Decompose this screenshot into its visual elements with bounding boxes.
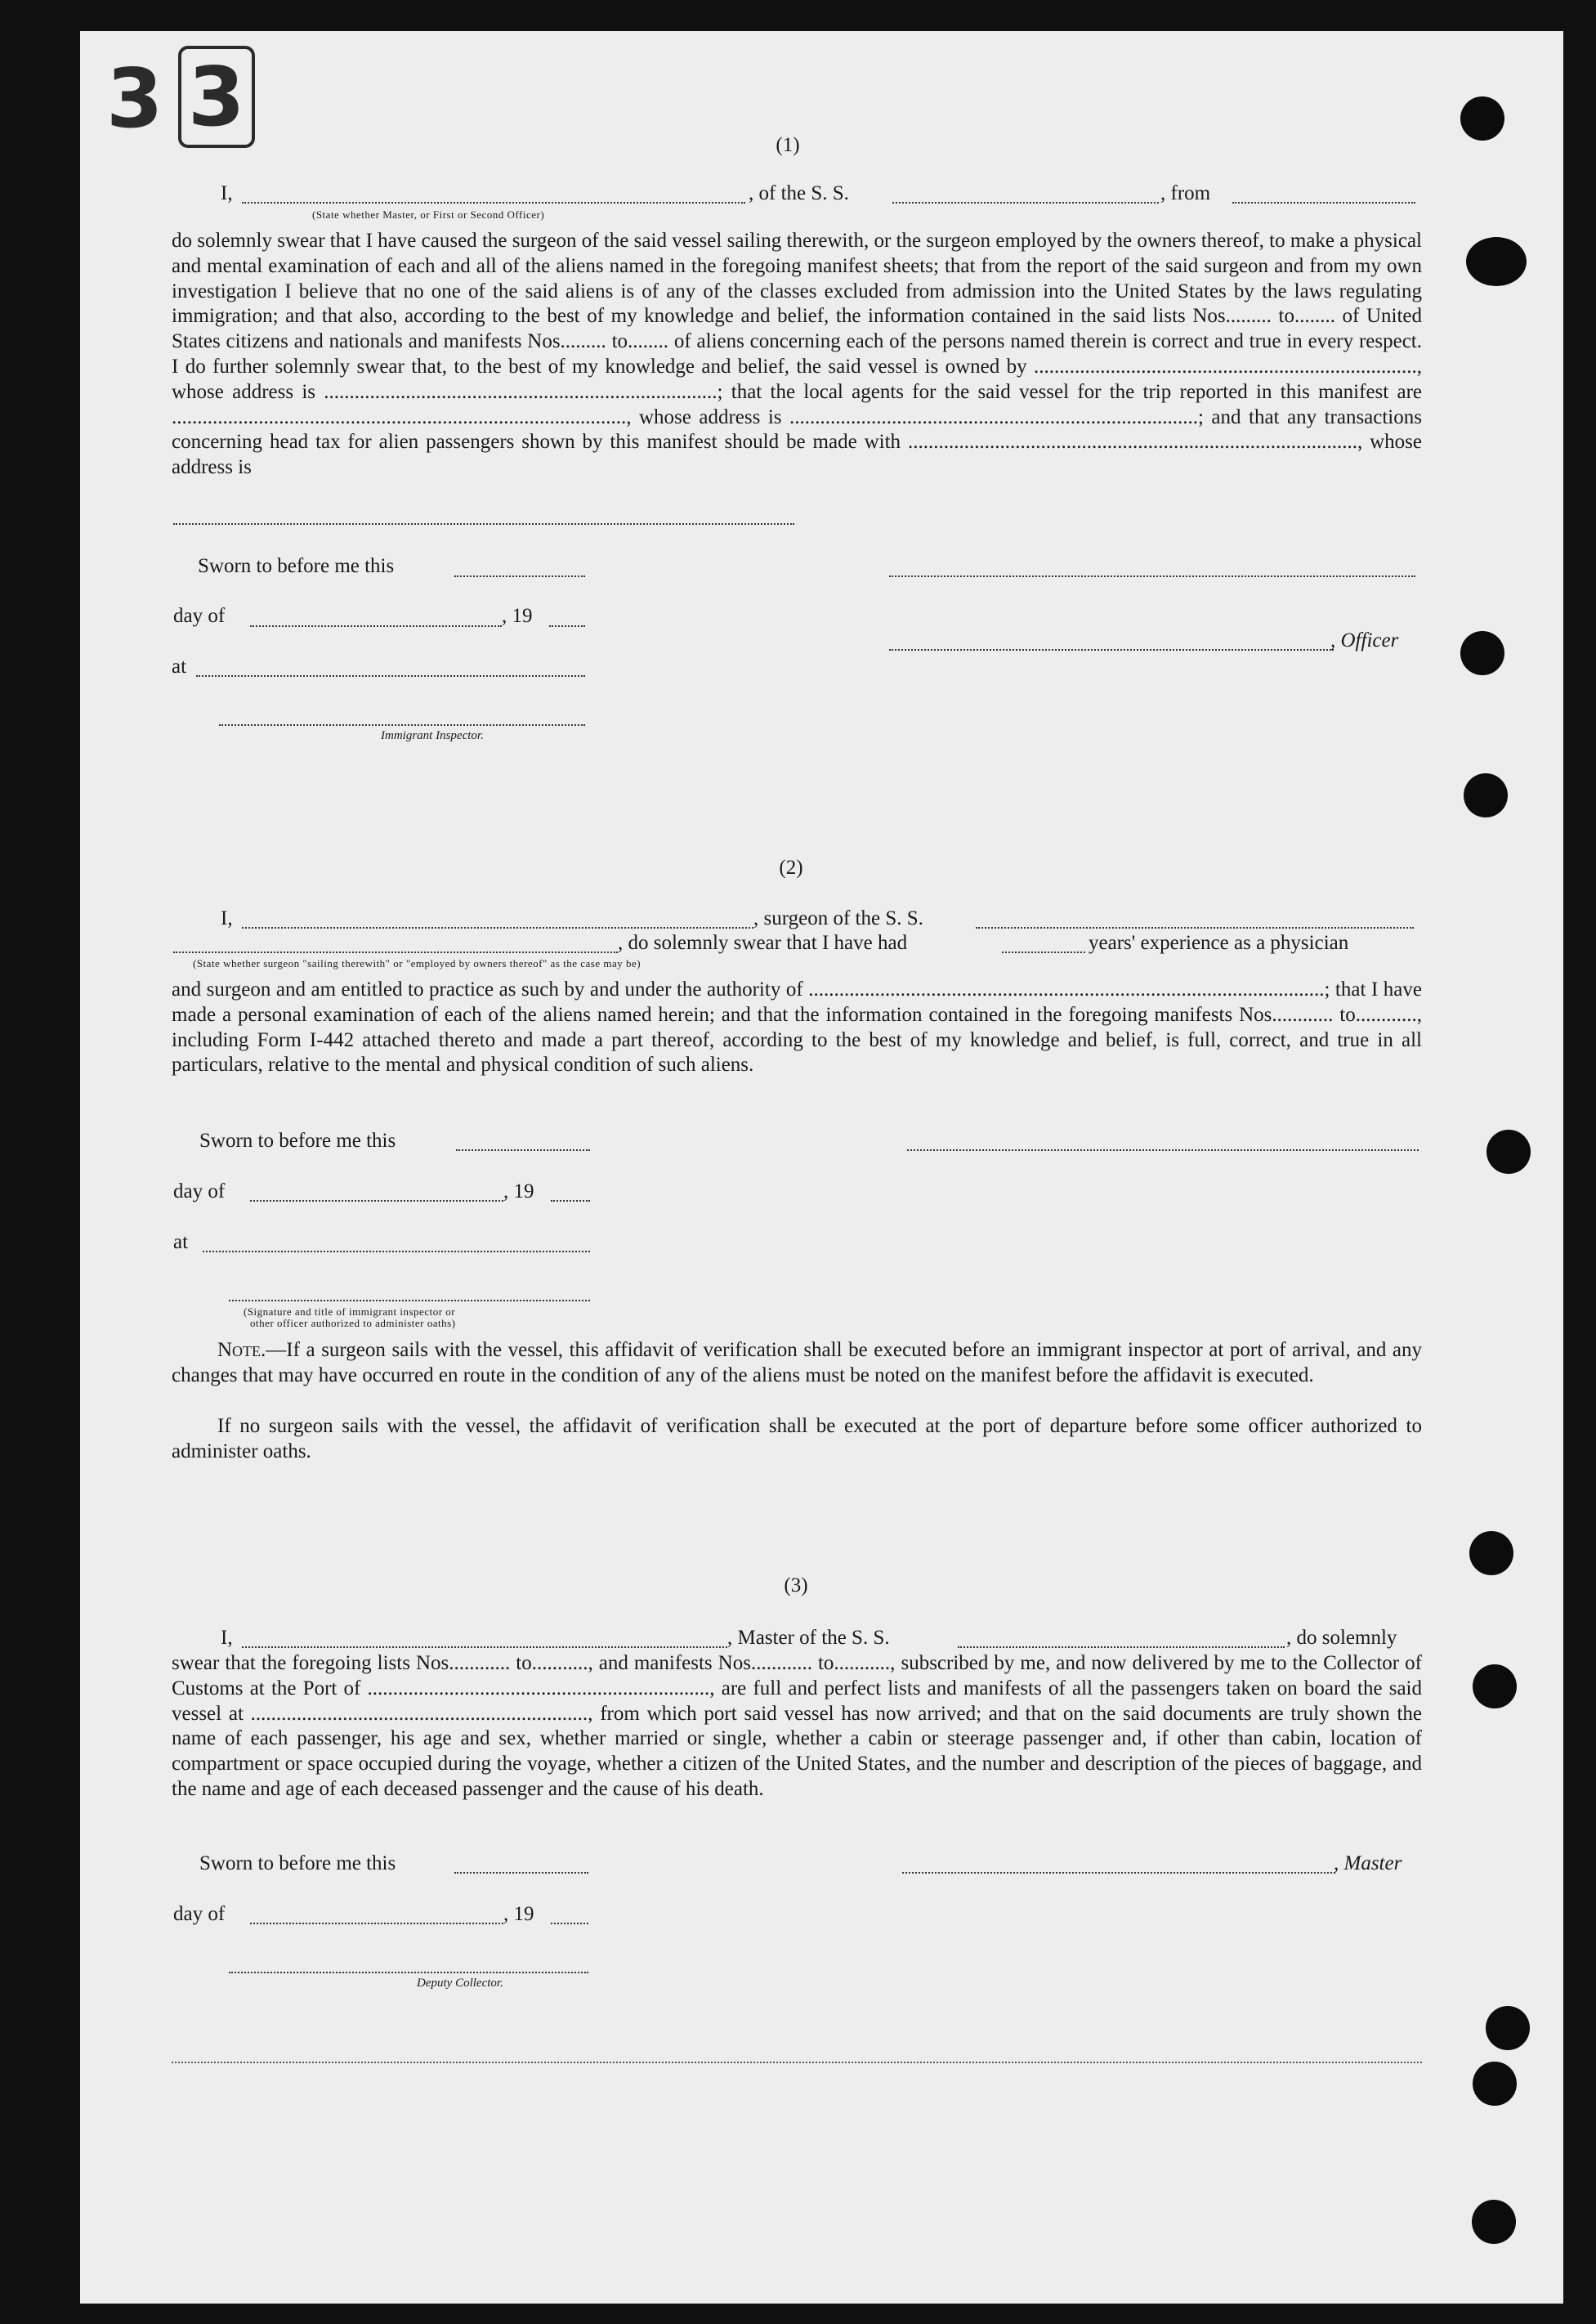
section-2-body: and surgeon and am entitled to practice as such by and under the authority of .....................................................................................................; that I have made a personal examination of each of the aliens named herein; and that the information contained in the foregoing manifests Nos............ to............, including Form I-442 attached thereto and made a part thereof, according to the best of my knowledge and belief, is full, correct, and true in all particulars, relative to the mental and physical condition of such aliens. xyxy=(172,978,1422,1077)
section-2-status-caption: (State whether surgeon "sailing therewith" or "employed by owners thereof" as the case may be) xyxy=(193,957,642,969)
section-3-collector-label: Deputy Collector. xyxy=(417,1977,503,1990)
section-2-signature-caption-2: other officer authorized to administer oaths) xyxy=(250,1317,456,1329)
punch-hole xyxy=(1486,2006,1530,2050)
section-3-i: I, xyxy=(221,1627,233,1649)
section-3-sworn-line xyxy=(454,1872,588,1874)
section-1-year-line xyxy=(549,625,585,627)
section-3-master-title: , Master xyxy=(1334,1852,1402,1874)
section-3-day-of: day of xyxy=(173,1903,226,1925)
section-1-year: , 19 xyxy=(502,605,533,627)
punch-hole xyxy=(1473,1664,1517,1708)
section-2-sworn-line xyxy=(456,1149,590,1151)
section-2-year: , 19 xyxy=(503,1180,534,1202)
section-3-year-line xyxy=(551,1923,588,1924)
section-1-signature-line xyxy=(889,575,1415,577)
bottom-rule xyxy=(172,2062,1422,2063)
section-2-authorized-line xyxy=(229,1300,590,1301)
section-1-i: I, xyxy=(221,182,233,204)
note-label: Note. xyxy=(217,1339,266,1361)
section-3-ship-line xyxy=(958,1646,1285,1648)
section-2-signature-caption-1: (Signature and title of immigrant inspector or xyxy=(244,1305,456,1318)
section-2-years-label: years' experience as a physician xyxy=(1089,932,1349,954)
section-1-address-line xyxy=(173,523,794,525)
section-2-ship-line xyxy=(976,927,1414,929)
section-2-at-line xyxy=(203,1251,590,1252)
section-1-from-label: , from xyxy=(1160,182,1211,204)
section-2-day-line xyxy=(250,1200,503,1202)
section-3-year: , 19 xyxy=(503,1903,534,1925)
section-2-note xyxy=(172,1338,1422,1389)
section-2-swear-label: , do solemnly swear that I have had xyxy=(618,932,908,954)
punch-hole xyxy=(1466,237,1527,286)
section-1-number: (1) xyxy=(776,134,800,156)
section-1-sworn: Sworn to before me this xyxy=(198,555,395,577)
section-3-collector-line xyxy=(229,1972,588,1973)
section-2-day-of: day of xyxy=(173,1180,226,1202)
section-1-ss-label: , of the S. S. xyxy=(749,182,849,204)
section-2-i: I, xyxy=(221,907,233,929)
punch-hole xyxy=(1486,1130,1531,1174)
section-2-sworn: Sworn to before me this xyxy=(199,1130,396,1152)
section-3-body: swear that the foregoing lists Nos............ to..........., and manifests Nos............ to..........., subscribed by me, and now delivered by me to the Collector of Customs at the Port of ..................................................................., are full and perfect lists and manifests of all the passengers taken on board the said vessel at .................................................................., from which port said vessel has now arrived; and that on the said documents are truly shown the name of each passenger, his age and sex, whether married or single, whether a cabin or steerage passenger and, if other than cabin, location of compartment or space occupied during the voyage, whether a citizen of the United States, and the number and description of the pieces of baggage, and the name and age of each deceased passenger and the cause of his death. xyxy=(172,1652,1422,1800)
section-1-officer-label: , Officer xyxy=(1330,629,1399,652)
note-body: —If a surgeon sails with the vessel, this affidavit of verification shall be executed before an immigrant inspector at port of arrival, and any changes that may have occurred en route in the condition of any of the aliens must be noted on the manifest before the affidavit is executed. xyxy=(172,1339,1422,1386)
section-2-at: at xyxy=(173,1231,189,1253)
section-3-number: (3) xyxy=(784,1574,808,1596)
section-1-at-line xyxy=(196,675,585,677)
stamp-number-right: 3 xyxy=(178,46,255,148)
section-3-day-line xyxy=(250,1923,503,1924)
section-1-inspector-label: Immigrant Inspector. xyxy=(381,729,484,742)
punch-hole xyxy=(1473,2062,1517,2106)
section-2-surgeon-label: , surgeon of the S. S. xyxy=(753,907,923,929)
punch-hole xyxy=(1460,96,1504,141)
section-1-officer-sign-line xyxy=(889,649,1334,651)
section-2-number: (2) xyxy=(779,857,803,879)
section-1-body: do solemnly swear that I have caused the surgeon of the said vessel sailing therewith, or the surgeon employed by the owners thereof, to make a physical and mental examination of each and all of the aliens named in the foregoing manifest sheets; that from the report of the said surgeon and from my own investigation I believe that no one of the said aliens is of any of the classes excluded from admission into the United States by the laws regulating immigration; and that also, according to the best of my knowledge and belief, the information contained in the said lists Nos......... to........ of United States citizens and nationals and manifests Nos......... to........ of aliens concerning each of the persons named therein is correct and true in every respect. I do further solemnly swear that, to the best of my knowledge and belief, the said vessel is owned by ..........................................................................., whose address is .............................................................................; that the local agents for the said vessel for the trip reported in this manifest are ........................................................................................., whose address is ................................................................................; and that any transactions concerning head tax for alien passengers shown by this manifest should be made with ........................................................................................, whose address is xyxy=(172,230,1422,479)
punch-hole xyxy=(1460,631,1504,675)
section-3-sworn: Sworn to before me this xyxy=(199,1852,396,1874)
section-1-inspector-line xyxy=(219,724,585,726)
section-2-years-line xyxy=(1002,952,1085,953)
section-3-master-label: , Master of the S. S. xyxy=(727,1627,890,1649)
section-2-note-second: If no surgeon sails with the vessel, the affidavit of verification shall be executed at the port of departure before some officer authorized to administer oaths. xyxy=(172,1415,1422,1462)
section-1-ship-line xyxy=(892,202,1159,204)
punch-hole xyxy=(1472,2200,1516,2244)
section-1-from-line xyxy=(1232,202,1415,204)
section-1-sworn-line xyxy=(454,575,585,577)
section-1-at: at xyxy=(172,656,187,678)
punch-hole xyxy=(1464,773,1508,817)
section-2-year-line xyxy=(551,1200,590,1202)
section-1-day-line xyxy=(250,625,502,627)
stamp-number-left: 3 xyxy=(106,51,163,146)
section-2-name-line xyxy=(242,927,753,929)
section-3-name-line xyxy=(242,1646,727,1648)
section-3-master-sign-line xyxy=(902,1872,1335,1874)
section-2-status-line xyxy=(173,952,618,953)
section-1-officer-caption: (State whether Master, or First or Second Officer) xyxy=(312,208,545,221)
punch-hole xyxy=(1469,1531,1513,1575)
section-1-day-of: day of xyxy=(173,605,226,627)
section-3-swear-label: , do solemnly xyxy=(1286,1627,1397,1649)
section-2-signature-line xyxy=(907,1149,1419,1151)
section-1-officer-line xyxy=(242,202,745,204)
